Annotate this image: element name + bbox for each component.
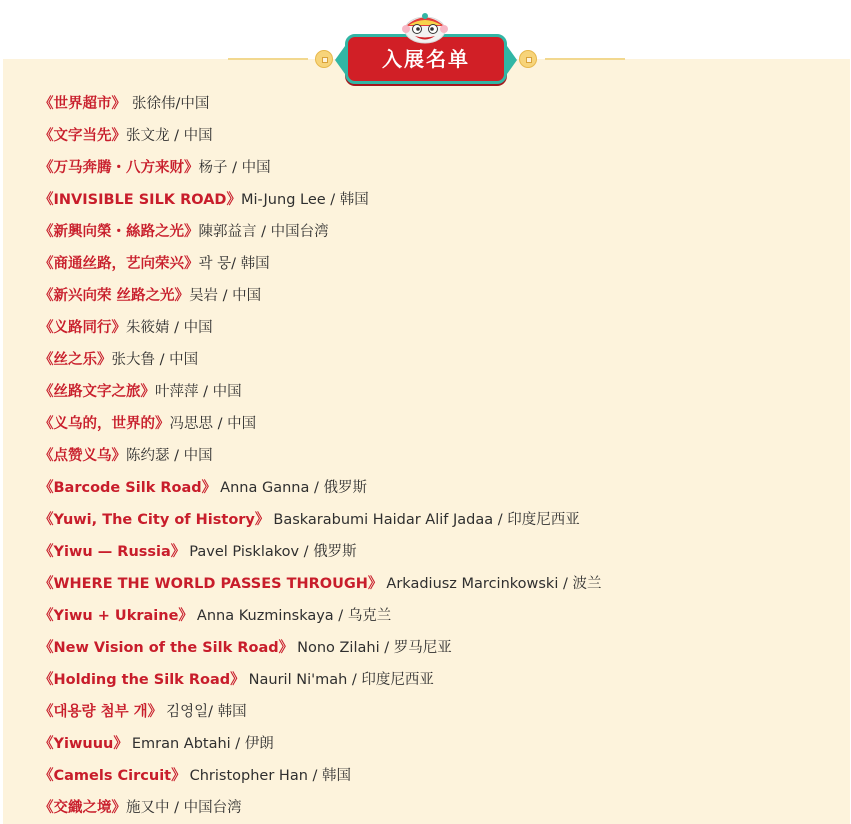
entry-separator: / [333,608,348,624]
entry-country: 印度尼西亚 [507,512,580,528]
list-item [39,568,601,600]
entry-artist: 叶萍萍 [155,384,199,400]
list-item [39,472,601,504]
entry-separator: / [309,480,324,496]
entry-country: 韩国 [240,256,270,272]
entry-artist: 冯思思 [169,416,213,432]
list-item [39,440,601,472]
entry-separator: / [213,416,228,432]
list-item [39,664,601,696]
entry-separator: / [230,736,245,752]
entry-title: 《INVISIBLE SILK ROAD》 [39,192,241,208]
entry-artist: Nauril Ni'mah [248,672,348,688]
entry-separator: / [227,160,242,176]
entry-title: 《Yuwi, The City of History》 [39,512,270,528]
entry-country: 波兰 [572,576,602,592]
list-item [39,88,601,120]
entry-separator: / [347,672,362,688]
entry-artist: Anna Ganna [220,480,310,496]
entry-separator: / [155,352,170,368]
entry-separator: / [169,800,184,816]
entry-country: 中国台湾 [183,800,242,816]
entry-title: 《Barcode Silk Road》 [39,480,217,496]
entry-country: 中国台湾 [270,224,329,240]
entry-title: 《义路同行》 [39,320,126,336]
entry-separator: / [208,704,218,720]
entry-country: 中国 [227,416,257,432]
entry-title: 《Yiwuuu》 [39,736,128,752]
entry-title: 《Yiwu + Ukraine》 [39,608,193,624]
entry-artist: Nono Zilahi [297,640,380,656]
coin-icon [315,50,333,68]
entry-artist: Arkadiusz Marcinkowski [386,576,559,592]
entry-separator: / [379,640,394,656]
banner-title: 入展名单 [382,47,470,71]
entry-artist: 张大鲁 [111,352,155,368]
entry-separator: / [256,224,271,240]
entry-country: 印度尼西亚 [361,672,434,688]
list-item [39,600,601,632]
list-item [39,184,601,216]
entry-artist: 张徐伟 [132,96,176,112]
entry-separator: / [169,320,184,336]
entry-country: 韩国 [217,704,247,720]
entry-title: 《新興向榮・絲路之光》 [39,224,199,240]
list-item [39,216,601,248]
entry-title: 《Yiwu — Russia》 [39,544,186,560]
entry-title: 《义乌的，世界的》 [39,416,170,432]
list-item [39,312,601,344]
entry-separator: / [307,768,322,784]
entry-country: 中国 [183,128,213,144]
entry-separator: / [175,96,181,112]
entry-separator: / [558,576,573,592]
lion-head-icon [398,11,452,45]
entry-artist: 吴岩 [189,288,219,304]
list-item [39,728,601,760]
list-item [39,248,601,280]
entry-title: 《Holding the Silk Road》 [39,672,245,688]
entry-country: 中国 [180,96,210,112]
entry-artist: 김영일 [166,704,209,720]
entry-separator: / [169,448,184,464]
list-item [39,632,601,664]
entry-country: 俄罗斯 [313,544,357,560]
entry-artist: Pavel Pisklakov [189,544,300,560]
entry-country: 中国 [212,384,242,400]
entry-country: 伊朗 [244,736,274,752]
entry-title: 《丝之乐》 [39,352,112,368]
entry-country: 俄罗斯 [323,480,367,496]
list-item [39,376,601,408]
entry-country: 罗马尼亚 [393,640,452,656]
entry-artist: 陈约瑟 [126,448,170,464]
entry-artist: Mi-Jung Lee [240,192,326,208]
entry-separator: / [218,288,233,304]
list-item [39,120,601,152]
header-divider-left [228,58,308,60]
entry-separator: / [198,384,213,400]
entry-artist: 陳郭益言 [198,224,257,240]
entry-title: 《世界超市》 [39,96,126,112]
entry-separator: / [493,512,508,528]
list-item [39,280,601,312]
entry-title: 《대용량 첨부 개》 [39,704,163,720]
entry-artist: 杨子 [198,160,228,176]
entry-artist: Emran Abtahi [131,736,231,752]
entry-artist: Christopher Han [189,768,308,784]
entry-country: 中国 [169,352,199,368]
entry-separator: / [231,256,241,272]
list-item [39,536,601,568]
entry-title: 《文字当先》 [39,128,126,144]
entry-title: 《万马奔腾・八方来财》 [39,160,199,176]
list-item [39,152,601,184]
list-item [39,408,601,440]
entry-title: 《New Vision of the Silk Road》 [39,640,294,656]
entry-title: 《WHERE THE WORLD PASSES THROUGH》 [39,576,383,592]
entry-separator: / [325,192,340,208]
entry-title: 《交織之境》 [39,800,126,816]
coin-icon [519,50,537,68]
entry-country: 中国 [241,160,271,176]
entry-separator: / [299,544,314,560]
entry-title: 《Camels Circuit》 [39,768,186,784]
entry-artist: 施又中 [126,800,170,816]
entry-country: 中国 [183,320,213,336]
entry-artist: 朱筱婧 [126,320,170,336]
entry-artist: Anna Kuzminskaya [196,608,334,624]
list-item [39,504,601,536]
header-divider-right [545,58,625,60]
entry-title: 《丝路文字之旅》 [39,384,155,400]
entry-country: 韩国 [322,768,351,784]
entry-artist: 곽 뭉 [198,256,232,272]
list-item [39,792,601,824]
entry-title: 《点赞义乌》 [39,448,126,464]
entry-artist: 张文龙 [126,128,170,144]
entry-artist: Baskarabumi Haidar Alif Jadaa [273,512,494,528]
entry-country: 中国 [232,288,262,304]
entry-title: 《商通丝路，艺向荣兴》 [39,256,199,272]
list-item [39,696,601,728]
entry-country: 韩国 [339,192,369,208]
entry-separator: / [169,128,184,144]
list-item [39,760,601,792]
entry-country: 中国 [183,448,213,464]
entry-title: 《新兴向荣 丝路之光》 [39,288,190,304]
entry-country: 乌克兰 [347,608,392,624]
entry-list [39,88,601,824]
list-item [39,344,601,376]
